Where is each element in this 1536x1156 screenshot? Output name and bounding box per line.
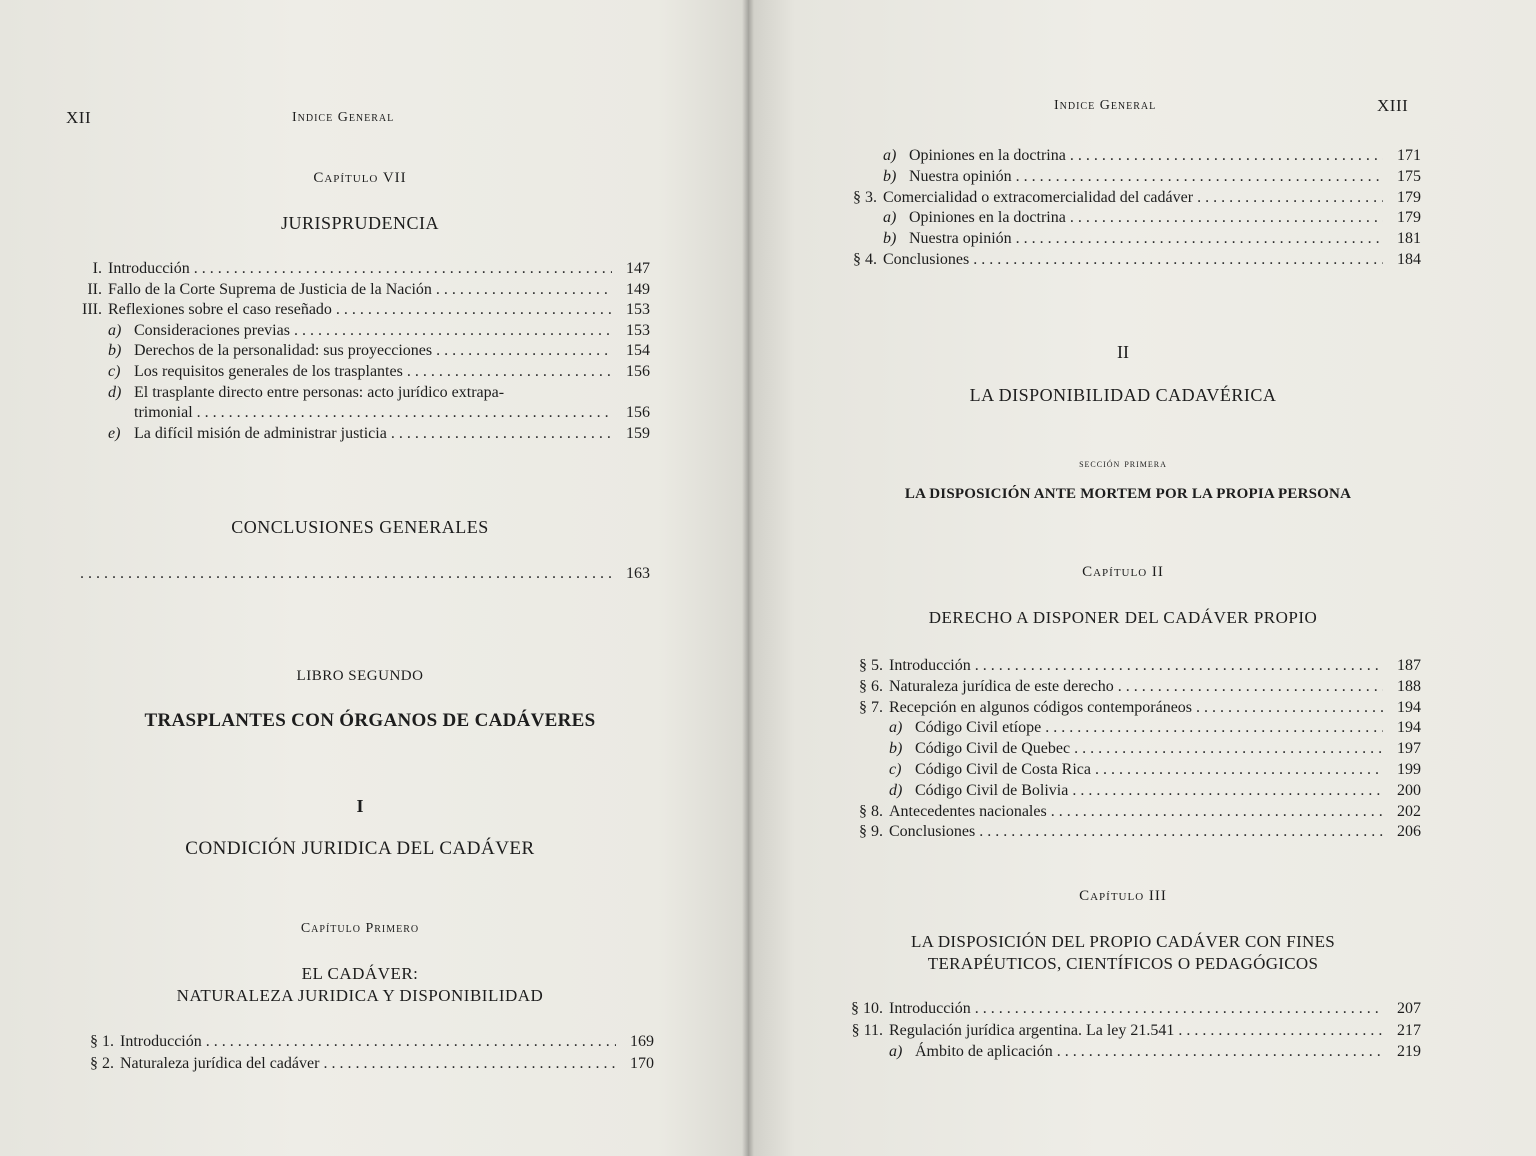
toc-entry-text: Derechos de la personalidad: sus proyecciones	[134, 342, 433, 359]
libro-segundo-label: LIBRO SEGUNDO	[296, 668, 424, 684]
toc-entry-text: Recepción en algunos códigos contemporáneos	[889, 699, 1193, 716]
leader-dots	[194, 258, 612, 279]
toc-page-number: 202	[1397, 803, 1421, 820]
leader-dots	[1196, 697, 1383, 718]
toc-entry-marker: § 3.	[853, 189, 877, 206]
toc-entry-marker: § 2.	[90, 1055, 114, 1072]
toc-page-number: 206	[1397, 823, 1421, 840]
seccion-primera-label: sección primera	[1079, 456, 1167, 470]
toc-entry-marker: d)	[889, 782, 903, 799]
toc-entry-marker: a)	[883, 209, 897, 226]
toc-entry[interactable]	[108, 340, 650, 361]
toc-entry-marker: § 7.	[859, 699, 883, 716]
toc-page-number: 179	[1397, 209, 1421, 226]
chapter-primero-title-2: NATURALEZA JURIDICA Y DISPONIBILIDAD	[176, 986, 544, 1005]
chapter-vii-title: JURISPRUDENCIA	[280, 213, 440, 233]
toc-entry-text: Introducción	[120, 1033, 202, 1050]
leader-dots	[1070, 207, 1383, 228]
leader-dots	[1016, 166, 1383, 187]
part-i-title: CONDICIÓN JURIDICA DEL CADÁVER	[185, 838, 535, 859]
toc-entry[interactable]	[108, 423, 650, 444]
toc-entry[interactable]	[108, 402, 650, 423]
leader-dots	[1197, 187, 1383, 208]
chapter-iii-title-2: TERAPÉUTICOS, CIENTÍFICOS O PEDAGÓGICOS	[927, 954, 1319, 973]
part-ii-title: LA DISPONIBILIDAD CADAVÉRICA	[969, 385, 1277, 405]
toc-entry-text: Nuestra opinión	[909, 230, 1012, 247]
toc-entry-marker: § 4.	[853, 251, 877, 268]
toc-entry-marker: b)	[883, 230, 897, 247]
toc-page-number: 156	[626, 363, 650, 380]
toc-page-number: 159	[626, 425, 650, 442]
toc-entry-text: Antecedentes nacionales	[889, 803, 1047, 820]
part-i-number: I	[356, 796, 364, 816]
chapter-ii-label: Capítulo II	[1082, 564, 1164, 580]
toc-entry[interactable]	[66, 299, 650, 320]
toc-entry-marker: b)	[889, 740, 903, 757]
chapter-vii-label: Capítulo VII	[313, 170, 407, 186]
toc-entry-marker: § 6.	[859, 678, 883, 695]
toc-page-number: 156	[626, 404, 650, 421]
toc-entry-text: Naturaleza jurídica de este derecho	[889, 678, 1114, 695]
toc-entry-text: Código Civil etíope	[915, 719, 1042, 736]
toc-entry-marker: § 9.	[859, 823, 883, 840]
toc-entry[interactable]	[831, 998, 1421, 1019]
leader-dots	[1057, 1041, 1383, 1062]
toc-entry[interactable]	[831, 249, 1421, 270]
toc-entry-marker: III.	[82, 301, 102, 318]
toc-page-number: 197	[1397, 740, 1421, 757]
toc-entry[interactable]	[831, 697, 1421, 718]
toc-page-number: 170	[630, 1055, 654, 1072]
toc-entry-text: Consideraciones previas	[134, 322, 290, 339]
toc-page-number: 169	[630, 1033, 654, 1050]
toc-entry[interactable]	[883, 145, 1421, 166]
leader-dots	[1051, 801, 1383, 822]
toc-entry-text: Comercialidad o extracomercialidad del cadáver	[883, 189, 1194, 206]
toc-entry[interactable]	[66, 258, 650, 279]
toc-entry-marker: c)	[889, 761, 902, 778]
toc-entry[interactable]	[831, 1020, 1421, 1041]
part-ii-number: II	[1117, 342, 1129, 362]
toc-entry[interactable]	[108, 382, 650, 403]
leader-dots	[1118, 676, 1383, 697]
libro-segundo-title: TRASPLANTES CON ÓRGANOS DE CADÁVERES	[144, 710, 596, 731]
toc-entry[interactable]	[831, 676, 1421, 697]
toc-page-number: 188	[1397, 678, 1421, 695]
toc-page-number: 217	[1397, 1022, 1421, 1039]
toc-entry-text: Naturaleza jurídica del cadáver	[120, 1055, 320, 1072]
toc-entry[interactable]	[889, 1041, 1421, 1062]
toc-entry[interactable]	[889, 780, 1421, 801]
leader-dots	[1070, 145, 1383, 166]
leader-dots	[975, 655, 1383, 676]
toc-entry-text: Reflexiones sobre el caso reseñado	[108, 301, 332, 318]
toc-entry[interactable]	[108, 361, 650, 382]
leader-dots	[294, 320, 612, 341]
left-page	[0, 0, 748, 1156]
leader-dots	[1178, 1020, 1383, 1041]
toc-entry[interactable]	[889, 717, 1421, 738]
leader-dots	[975, 998, 1383, 1019]
toc-page-number: 149	[626, 281, 650, 298]
toc-entry-text: trimonial	[134, 404, 193, 421]
book-gutter	[742, 0, 754, 1156]
toc-page-number: 175	[1397, 168, 1421, 185]
leader-dots	[973, 249, 1383, 270]
toc-entry-marker: § 5.	[859, 657, 883, 674]
toc-entry[interactable]	[66, 279, 650, 300]
toc-page-number: 171	[1397, 147, 1421, 164]
chapter-ii-title: DERECHO A DISPONER DEL CADÁVER PROPIO	[928, 608, 1318, 627]
toc-entry-marker: § 11.	[851, 1022, 883, 1039]
toc-entry-text: Ámbito de aplicación	[915, 1043, 1053, 1060]
toc-page-number: 184	[1397, 251, 1421, 268]
leader-dots	[336, 299, 612, 320]
toc-entry-marker: a)	[889, 1043, 903, 1060]
toc-entry-text: El trasplante directo entre personas: acto jurídico extrapa-	[134, 384, 505, 401]
chapter-iii-title-1: LA DISPOSICIÓN DEL PROPIO CADÁVER CON FINES	[910, 932, 1336, 951]
toc-page-number: 194	[1397, 699, 1421, 716]
toc-entry-text: Regulación jurídica argentina. La ley 21.541	[889, 1022, 1175, 1039]
toc-entry-text: Introducción	[889, 1000, 971, 1017]
leader-dots	[979, 821, 1383, 842]
toc-entry-marker: II.	[87, 281, 102, 298]
toc-entry-conclusiones-generales[interactable]	[80, 563, 650, 584]
toc-page-number: 187	[1397, 657, 1421, 674]
toc-page-number: 199	[1397, 761, 1421, 778]
toc-entry-text: Fallo de la Corte Suprema de Justicia de la Nación	[108, 281, 432, 298]
toc-entry-marker: d)	[108, 384, 122, 401]
toc-entry-marker: § 10.	[851, 1000, 883, 1017]
toc-entry-text: Código Civil de Bolivia	[915, 782, 1069, 799]
conclusiones-generales-title: CONCLUSIONES GENERALES	[231, 517, 489, 537]
toc-entry-text: Introducción	[108, 260, 190, 277]
chapter-primero-title-1: EL CADÁVER:	[301, 964, 419, 983]
toc-page-number: 194	[1397, 719, 1421, 736]
toc-entry-marker: e)	[108, 425, 121, 442]
toc-entry-text: Nuestra opinión	[909, 168, 1012, 185]
toc-entry-marker: b)	[883, 168, 897, 185]
toc-entry[interactable]	[62, 1031, 654, 1052]
leader-dots	[197, 402, 612, 423]
toc-entry[interactable]	[883, 207, 1421, 228]
toc-entry-text: La difícil misión de administrar justicia	[134, 425, 387, 442]
toc-page-number: 181	[1397, 230, 1421, 247]
toc-entry[interactable]	[831, 801, 1421, 822]
leader-dots	[1074, 738, 1383, 759]
right-running-head: Indice General	[1054, 98, 1157, 113]
toc-page-number: 179	[1397, 189, 1421, 206]
toc-entry-marker: § 1.	[90, 1033, 114, 1050]
toc-entry-text: Conclusiones	[889, 823, 976, 840]
toc-entry-text: Conclusiones	[883, 251, 970, 268]
toc-entry[interactable]	[62, 1053, 654, 1074]
leader-dots	[436, 340, 612, 361]
toc-page-number: 153	[626, 301, 650, 318]
toc-entry[interactable]	[831, 655, 1421, 676]
toc-entry[interactable]	[831, 821, 1421, 842]
toc-entry-marker: b)	[108, 342, 122, 359]
toc-entry[interactable]	[889, 759, 1421, 780]
toc-entry-marker: § 8.	[859, 803, 883, 820]
toc-entry-text: Opiniones en la doctrina	[909, 209, 1066, 226]
leader-dots	[1072, 780, 1383, 801]
toc-entry-text: Introducción	[889, 657, 971, 674]
seccion-primera-title: LA DISPOSICIÓN ANTE MORTEM POR LA PROPIA PERSONA	[904, 486, 1352, 502]
leader-dots	[1016, 228, 1383, 249]
toc-entry[interactable]	[889, 738, 1421, 759]
toc-entry-text: Código Civil de Quebec	[915, 740, 1071, 757]
left-page-number: XII	[66, 108, 92, 127]
toc-entry[interactable]	[883, 228, 1421, 249]
toc-page-number: 153	[626, 322, 650, 339]
toc-entry-text: Código Civil de Costa Rica	[915, 761, 1091, 778]
toc-page-number: 147	[626, 260, 650, 277]
toc-entry-text: Opiniones en la doctrina	[909, 147, 1066, 164]
leader-dots	[80, 563, 612, 584]
toc-entry-marker: a)	[889, 719, 903, 736]
toc-entry-marker: a)	[883, 147, 897, 164]
toc-entry-marker: I.	[92, 260, 102, 277]
toc-entry[interactable]	[883, 166, 1421, 187]
toc-page-number: 219	[1397, 1043, 1421, 1060]
toc-page-number: 163	[626, 565, 650, 582]
leader-dots	[206, 1031, 616, 1052]
toc-entry-marker: c)	[108, 363, 121, 380]
toc-page-number: 207	[1397, 1000, 1421, 1017]
right-page	[748, 0, 1536, 1156]
leader-dots	[1045, 717, 1383, 738]
toc-entry-text: Los requisitos generales de los trasplantes	[134, 363, 403, 380]
toc-entry[interactable]	[108, 320, 650, 341]
toc-page-number: 154	[626, 342, 650, 359]
chapter-iii-label: Capítulo III	[1079, 888, 1167, 904]
left-running-head: Indice General	[292, 110, 395, 125]
toc-entry-marker: a)	[108, 322, 122, 339]
leader-dots	[436, 279, 612, 300]
leader-dots	[323, 1053, 616, 1074]
chapter-primero-label: Capítulo Primero	[300, 921, 420, 936]
toc-entry[interactable]	[831, 187, 1421, 208]
leader-dots	[1095, 759, 1383, 780]
leader-dots	[391, 423, 612, 444]
toc-page-number: 200	[1397, 782, 1421, 799]
leader-dots	[407, 361, 612, 382]
right-page-number: XIII	[1377, 96, 1409, 115]
